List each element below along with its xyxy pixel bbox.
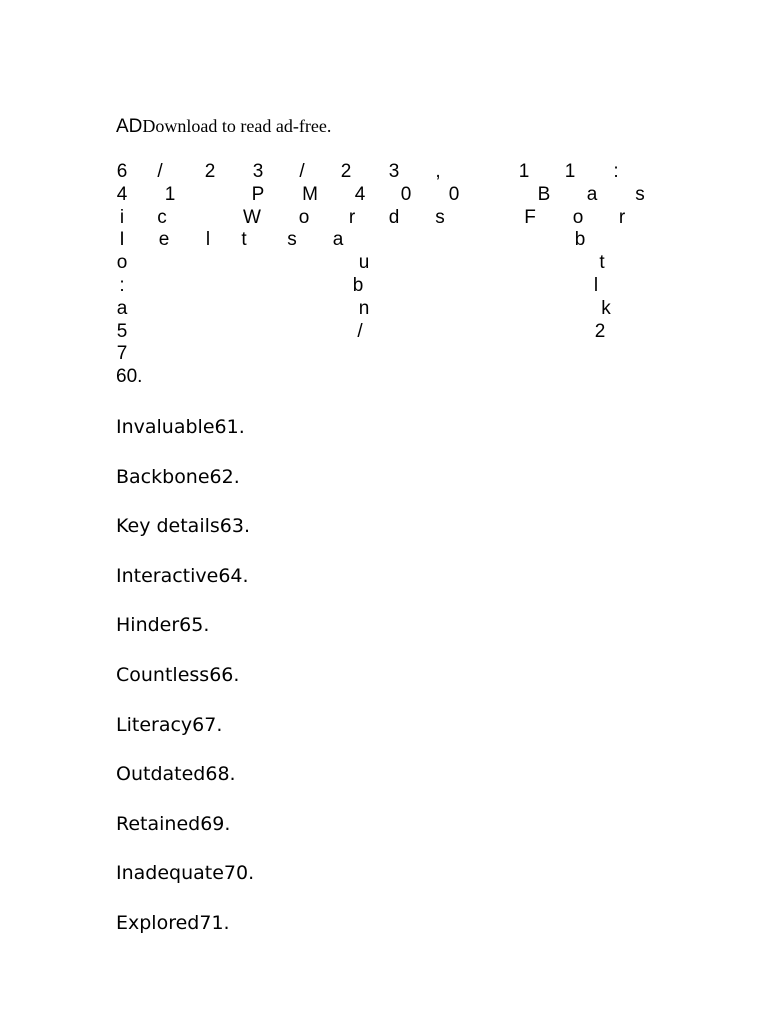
header-row — [116, 343, 656, 366]
ad-banner[interactable] — [116, 116, 331, 140]
header-char: / — [157, 161, 163, 182]
header-char: I — [119, 229, 125, 251]
header-char: B — [537, 183, 551, 205]
list-item: Key details63. — [116, 515, 251, 538]
header-char: i — [119, 206, 125, 228]
header-char: a — [586, 183, 598, 205]
header-row — [116, 321, 656, 344]
header-row — [116, 161, 656, 184]
header-char: s — [287, 229, 297, 251]
header-char: 0 — [400, 183, 412, 205]
list-item: Interactive64. — [116, 564, 249, 587]
header-char: o — [572, 206, 584, 228]
list-item: Invaluable61. — [116, 416, 245, 438]
header-char: b — [574, 229, 586, 251]
header-char: / — [299, 161, 305, 182]
header-char: a — [332, 229, 344, 251]
list-item: Hinder65. — [116, 614, 210, 637]
header-char: W — [243, 206, 261, 228]
list-item: Countless66. — [116, 663, 240, 686]
header-char: r — [348, 206, 356, 228]
header-char: t — [599, 252, 605, 274]
header-char: e — [158, 229, 170, 251]
header-char: F — [524, 206, 536, 228]
header-char: 3 — [388, 161, 400, 182]
header-row — [116, 275, 656, 298]
print-header — [116, 161, 656, 366]
header-char: s — [435, 206, 445, 228]
header-char: , — [435, 161, 441, 182]
download-ad-free-link[interactable]: Download to read ad-free. — [142, 116, 332, 136]
list-item: Outdated68. — [116, 763, 236, 786]
header-char: 1 — [518, 161, 530, 182]
header-char: 6 — [116, 161, 128, 182]
list-number: 60. — [116, 366, 143, 387]
header-char: t — [241, 229, 247, 251]
header-row — [116, 298, 656, 321]
word-list — [116, 415, 254, 961]
list-item: Retained69. — [116, 812, 231, 835]
header-char: k — [601, 297, 611, 319]
header-char: : — [613, 161, 619, 182]
header-char: o — [298, 206, 310, 228]
header-row — [116, 229, 656, 252]
header-char: / — [357, 320, 363, 342]
header-char: n — [358, 297, 370, 319]
header-row — [116, 207, 656, 230]
header-char: 7 — [116, 343, 128, 365]
header-char: P — [251, 183, 265, 205]
header-char: u — [358, 252, 370, 274]
list-item: Literacy67. — [116, 713, 223, 736]
header-char: a — [116, 297, 128, 319]
header-char: 5 — [116, 320, 128, 342]
header-char: 2 — [340, 161, 352, 182]
header-char: s — [635, 183, 645, 205]
header-char: r — [618, 206, 626, 228]
header-char: M — [302, 183, 318, 205]
ad-label: AD — [116, 116, 143, 137]
header-char: o — [116, 252, 128, 274]
header-char: 1 — [164, 183, 176, 205]
header-char: 1 — [564, 161, 576, 182]
header-char: d — [388, 206, 400, 228]
header-char: b — [352, 274, 364, 296]
header-char: 4 — [354, 183, 366, 205]
header-char: 3 — [252, 161, 264, 182]
list-item: Explored71. — [116, 911, 230, 934]
header-char: l — [593, 274, 599, 296]
list-item: Inadequate70. — [116, 862, 255, 885]
header-char: c — [157, 206, 167, 228]
header-row — [116, 252, 656, 275]
header-char: l — [205, 229, 211, 251]
header-char: : — [119, 274, 125, 296]
list-item: Backbone62. — [116, 465, 240, 488]
header-row — [116, 184, 656, 207]
header-char: 2 — [204, 161, 216, 182]
header-char: 0 — [448, 183, 460, 205]
header-char: 4 — [116, 183, 128, 205]
header-char: 2 — [594, 320, 606, 342]
